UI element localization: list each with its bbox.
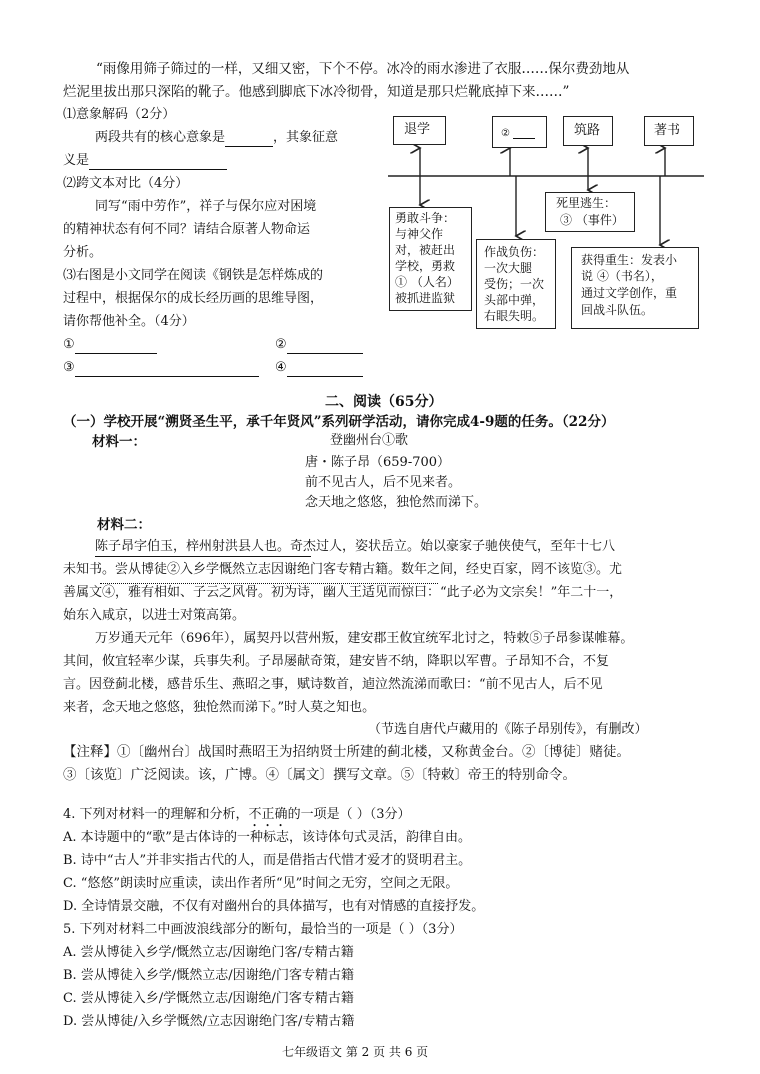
poem-line-1: 前不见古人，后不见来者。 (305, 475, 462, 490)
poem-line-2: 念天地之悠悠，独怆然而涕下。 (305, 495, 488, 510)
page-footer: 七年级语文 第 2 页 共 6 页 (282, 1045, 429, 1059)
poem-author: 唐・陈子昂（659-700） (305, 455, 451, 470)
mindmap-node-road: 筑路 (563, 116, 613, 146)
q4-option-a[interactable]: A. 本诗题中的“歌”是古体诗的一种标志，该诗体句式灵活，韵律自由。 (63, 830, 471, 845)
q1-line-1: 两段共有的核心意象是 ，其象征意 (95, 130, 339, 145)
q1-line-2: 义是 (63, 152, 227, 170)
q5-option-c[interactable]: C. 尝从博徒入乡/学慨然立志/因谢绝/门客专精古籍 (63, 991, 354, 1006)
answer-1: ① (63, 336, 157, 354)
m2-p2-line-3: 言。因登蓟北楼，感昔乐生、燕昭之事，赋诗数首，逌泣然流涕而歌曰：“前不见古人，后不见 (63, 677, 603, 692)
m2-p2-line-2: 其间，攸宜轻率少谋，兵事失利。子昂屡献奇策，建安皆不纳，降职以军曹。子昂知不合，不复 (63, 654, 610, 669)
q2-line-1: 同写“雨中劳作”，祥子与保尔应对困境 (95, 199, 317, 214)
m2-p1-line-1: 陈子昂字伯玉，梓州射洪县人也。奇杰过人，姿状岳立。始以豪家子驰侠使气，至年十七八 (95, 539, 616, 554)
mindmap-branch-struggle: 勇敢斗争： 与神父作 对，被赶出 学校，勇救 ① （人名） 被抓进监狱 (389, 207, 472, 311)
answer-2: ② (275, 336, 363, 354)
m2-p1-line-2: 未知书。尝从博徒②入乡学慨然立志因谢绝门客专精古籍。数年之间，经史百家，罔不该览③。尤 (63, 562, 623, 577)
q3-line-2: 过程中，根据保尔的成长经历画的思维导图， (63, 291, 324, 306)
material-2-label: 材料二： (97, 517, 151, 533)
poem-title: 登幽州台①歌 (330, 433, 409, 448)
material-1-label: 材料一： (92, 434, 146, 450)
q1-heading: ⑴意象解码（2分） (63, 107, 176, 122)
m2-p2-line-4: 来者，念天地之悠悠，独怆然而涕下。”时人莫之知也。 (63, 700, 376, 715)
m2-p1-line-4: 始东入咸京，以进士对策高第。 (63, 608, 246, 623)
q4-option-c[interactable]: C. “悠悠”朗读时应重读，读出作者所“见”时间之无穷，空间之无限。 (63, 876, 459, 891)
q4-option-d[interactable]: D. 全诗情景交融，不仅有对幽州台的具体描写，也有对情感的直接抒发。 (63, 899, 485, 914)
mindmap-branch-survival: 死里逃生： ③ （事件） (545, 192, 635, 232)
q2-line-2: 的精神状态有何不同？请结合原著人物命运 (63, 222, 311, 237)
mindmap-node-book: 著书 (644, 116, 694, 146)
section-title: 二、阅读（65分） (325, 394, 443, 410)
mindmap-node-blank-2: ② (492, 116, 547, 148)
wavy-underline-mark (100, 579, 438, 584)
quote-line-1: “雨像用筛子筛过的一样，又细又密，下个不停。冰冷的雨水渗进了衣服……保尔费劲地从 (96, 61, 630, 77)
mindmap-blank-2[interactable] (513, 124, 535, 139)
q5-stem: 5. 下列对材料二中画波浪线部分的断句，最恰当的一项是（ ）（3分） (63, 922, 463, 937)
quote-line-2: 烂泥里拔出那只深陷的靴子。他感到脚底下冰冷彻骨，知道是那只烂靴底掉下来……” (63, 84, 570, 100)
mindmap-arrows (0, 0, 760, 400)
answer-4: ④ (275, 359, 363, 377)
q5-option-a[interactable]: A. 尝从博徒入乡学/慨然立志/因谢绝门客/专精古籍 (63, 945, 354, 960)
underline-mark-1 (95, 556, 311, 557)
m2-source: （节选自唐代卢藏用的《陈子昂别传》，有删改） (368, 722, 648, 737)
mindmap-branch-wounded: 作战负伤： 一次大腿 受伤；一次 头部中弹， 右眼失明。 (476, 239, 556, 329)
q2-heading: ⑵跨文本对比（4分） (63, 176, 189, 191)
q5-option-d[interactable]: D. 尝从博徒/入乡学慨然/立志因谢绝门客/专精古籍 (63, 1014, 355, 1029)
notes-line-2: ③〔该览〕广泛阅读。该，广博。④〔属文〕撰写文章。⑤〔特敕〕帝王的特别命令。 (63, 767, 576, 783)
q5-option-b[interactable]: B. 尝从博徒入乡学/慨然立志/因谢绝/门客专精古籍 (63, 968, 354, 983)
m2-p2-line-1: 万岁通天元年（696年），属契丹以营州叛，建安郡王攸宜统军北讨之，特敕⑤子昂参谋帷幕。 (95, 631, 634, 646)
q2-line-3: 分析。 (63, 245, 103, 260)
answer-3: ③ (63, 359, 259, 377)
q4-stem: 4. 下列对材料一的理解和分析，不正确的一项是（ ）（3分） (63, 807, 411, 822)
mindmap-branch-rebirth: 获得重生：发表小 说 ④（书名）， 通过文学创作，重 回战斗队伍。 (571, 247, 699, 329)
q4-emphasis: 不正确 (248, 807, 288, 822)
mindmap-node-dropout: 退学 (393, 116, 446, 145)
q3-line-3: 请你帮他补全。（4分） (63, 314, 195, 329)
section-subtitle: （一）学校开展“溯贤圣生平，承千年贤风”系列研学活动，请你完成4-9题的任务。（22分） (63, 414, 615, 430)
q3-line-1: ⑶右图是小文同学在阅读《钢铁是怎样炼成的 (63, 268, 324, 283)
m2-p1-line-3: 善属文④，雅有相如、子云之风骨。初为诗，幽人王适见而惊曰：“此子必为文宗矣！”年二十一， (63, 585, 623, 600)
notes-line-1: 【注释】①〔幽州台〕战国时燕昭王为招纳贤士所建的蓟北楼，又称黄金台。②〔博徒〕赌徒。 (63, 744, 630, 760)
q4-option-b[interactable]: B. 诗中“古人”并非实指古代的人，而是借指古代惜才爱才的贤明君主。 (63, 853, 472, 868)
